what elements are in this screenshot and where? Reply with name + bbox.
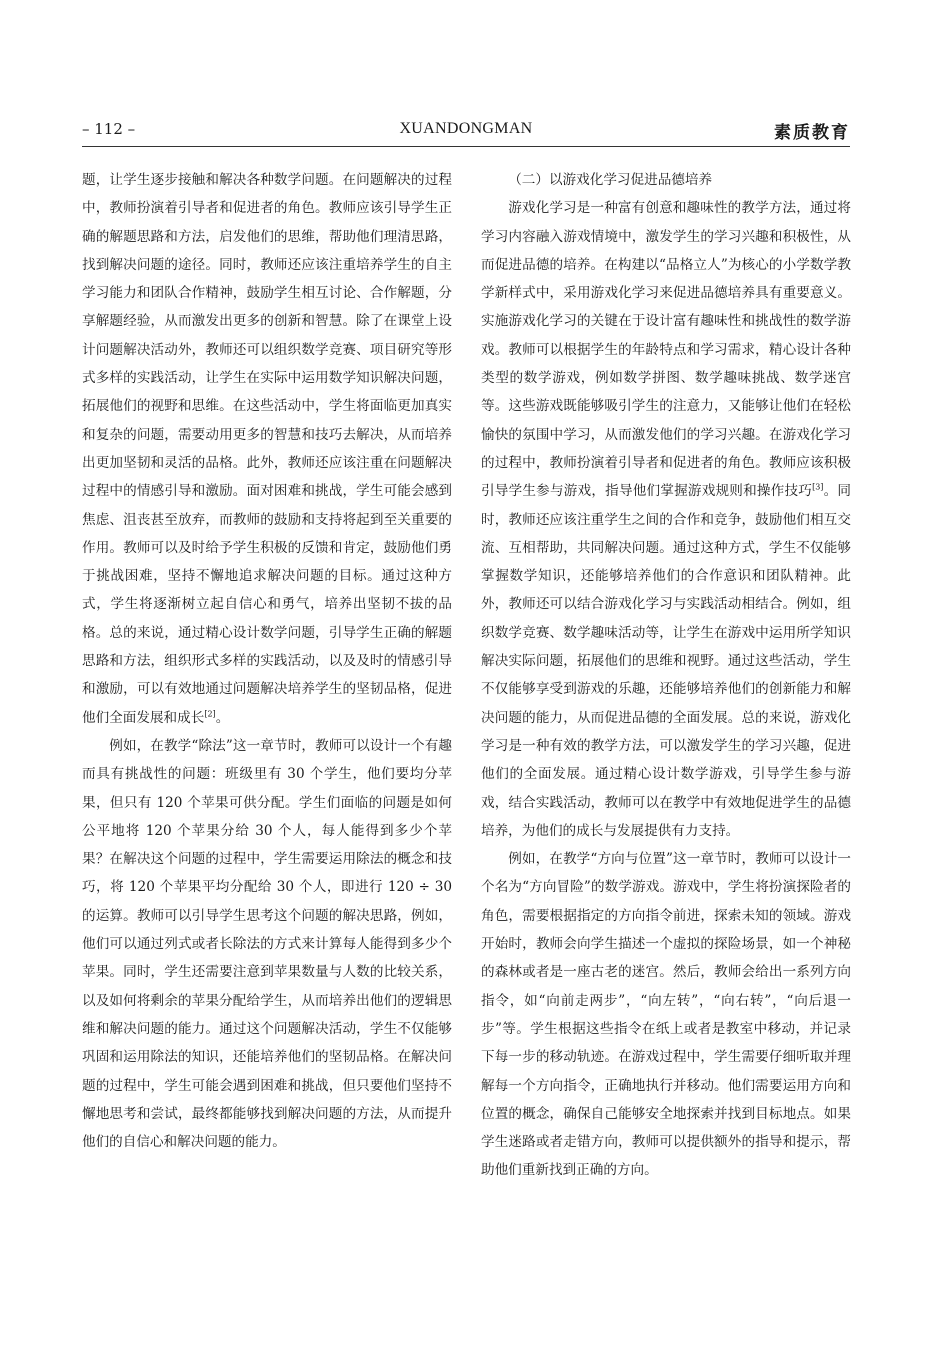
paragraph-text: 题，让学生逐步接触和解决各种数学问题。在问题解决的过程中，教师扮演着引导者和促进者的角色。教师应该引导学生正确的解题思路和方法，启发他们的思维，帮助他们理清思路，找到解决问题的途径。同时，教师还应该注重培养学生的自主学习能力和团队合作精神，鼓励学生相互讨论、合作解题，分享解题经验，从而激发出更多的创新和智慧。除了在课堂上设计问题解决活动外，教师还可以组织数学竞赛、项目研究等形式多样的实践活动，让学生在实际中运用数学知识解决问题，拓展他们的视野和思维。在这些活动中，学生将面临更加真实和复杂的问题，需要动用更多的智慧和技巧去解决，从而培养出更加坚韧和灵活的品格。此外，教师还应该注重在问题解决过程中的情感引导和激励。面对困难和挑战，学生可能会感到焦虑、沮丧甚至放弃，而教师的鼓励和支持将起到至关重要的作用。教师可以及时给予学生积极的反馈和肯定，鼓励他们勇于挑战困难，坚持不懈地追求解决问题的目标。通过这种方式，学生将逐渐树立起自信心和勇气，培养出坚韧不拔的品格。总的来说，通过精心设计数学问题，引导学生正确的解题思路和方法，组织形式多样的实践活动，以及及时的情感引导和激励，可以有效地通过问题解决培养学生的坚韧品格，促进他们全面发展和成长 — [82, 172, 452, 726]
citation: [3] — [812, 482, 824, 492]
section-heading: （二）以游戏化学习促进品德培养 — [508, 172, 713, 188]
paragraph-end: 。 — [215, 709, 230, 726]
left-column — [82, 166, 452, 1156]
paragraph: 例如，在教学“方向与位置”这一章节时，教师可以设计一个名为“方向冒险”的数学游戏。游戏中，学生将扮演探险者的角色，需要根据指定的方向指令前进，探索未知的领域。游戏开始时，教师会向学生描述一个虚拟的探险场景，如一个神秘的森林或者是一座古老的迷宫。然后，教师会给出一系列方向指令，如“向前走两步”，“向左转”，“向右转”，“向后退一步”等。学生根据这些指令在纸上或者是教室中移动，并记录下每一步的移动轨迹。在游戏过程中，学生需要仔细听取并理解每一个方向指令，正确地执行并移动。他们需要运用方向和位置的概念，确保自己能够安全地探索并找到目标地点。如果学生迷路或者走错方向，教师可以提供额外的指导和提示，帮助他们重新找到正确的方向。 — [481, 851, 851, 1179]
page-header — [82, 118, 850, 144]
right-column — [481, 166, 851, 1185]
paragraph-text: 游戏化学习是一种富有创意和趣味性的教学方法，通过将学习内容融入游戏情境中，激发学生的学习兴趣和积极性，从而促进品德的培养。在构建以“品格立人”为核心的小学数学教学新样式中，采用游戏化学习来促进品德培养具有重要意义。实施游戏化学习的关键在于设计富有趣味性和挑战性的数学游戏。教师可以根据学生的年龄特点和学习需求，精心设计各种类型的数学游戏，例如数学拼图、数学趣味挑战、数学迷宫等。这些游戏既能够吸引学生的注意力，又能够让他们在轻松愉快的氛围中学习，从而激发他们的学习兴趣。在游戏化学习的过程中，教师扮演着引导者和促进者的角色。教师应该积极引导学生参与游戏，指导他们掌握游戏规则和操作技巧 — [481, 200, 851, 500]
paragraph-text: 。同时，教师还应该注重学生之间的合作和竞争，鼓励他们相互交流、互相帮助，共同解决问题。通过这种方式，学生不仅能够掌握数学知识，还能够培养他们的合作意识和团队精神。此外，教师还可以结合游戏化学习与实践活动相结合。例如，组织数学竞赛、数学趣味活动等，让学生在游戏中运用所学知识解决实际问题，拓展他们的思维和视野。通过这些活动，学生不仅能够享受到游戏的乐趣，还能够培养他们的创新能力和解决问题的能力，从而促进品德的全面发展。总的来说，游戏化学习是一种有效的教学方法，可以激发学生的学习兴趣，促进他们的全面发展。通过精心设计数学游戏，引导学生参与游戏，结合实践活动，教师可以在教学中有效地促进学生的品德培养，为他们的成长与发展提供有力支持。 — [481, 483, 852, 839]
paragraph — [481, 194, 851, 845]
header-rule — [82, 146, 850, 147]
citation: [2] — [204, 709, 216, 719]
journal-title: XUANDONGMAN — [399, 120, 533, 137]
paragraph — [82, 166, 452, 732]
journal-name: 素质教育 — [774, 123, 850, 143]
page-number: – 112 – — [82, 120, 136, 138]
paragraph: 例如，在教学“除法”这一章节时，教师可以设计一个有趣而具有挑战性的问题：班级里有 30 个学生，他们要均分苹果，但只有 120 个苹果可供分配。学生们面临的问题是如何公平地将 120 个苹果分给 30 个人，每人能得到多少个苹果？在解决这个问题的过程中，学生需要运用除法的概念和技巧，将 120 个苹果平均分配给 30 个人，即进行 120 ÷ 30 的运算。教师可以引导学生思考这个问题的解决思路，例如，他们可以通过列式或者长除法的方式来计算每人能得到多少个苹果。同时，学生还需要注意到苹果数量与人数的比较关系，以及如何将剩余的苹果分配给学生，从而培养出他们的逻辑思维和解决问题的能力。通过这个问题解决活动，学生不仅能够巩固和运用除法的知识，还能培养他们的坚韧品格。在解决问题的过程中，学生可能会遇到困难和挑战，但只要他们坚持不懈地思考和尝试，最终都能够找到解决问题的方法，从而提升他们的自信心和解决问题的能力。 — [82, 737, 452, 1151]
